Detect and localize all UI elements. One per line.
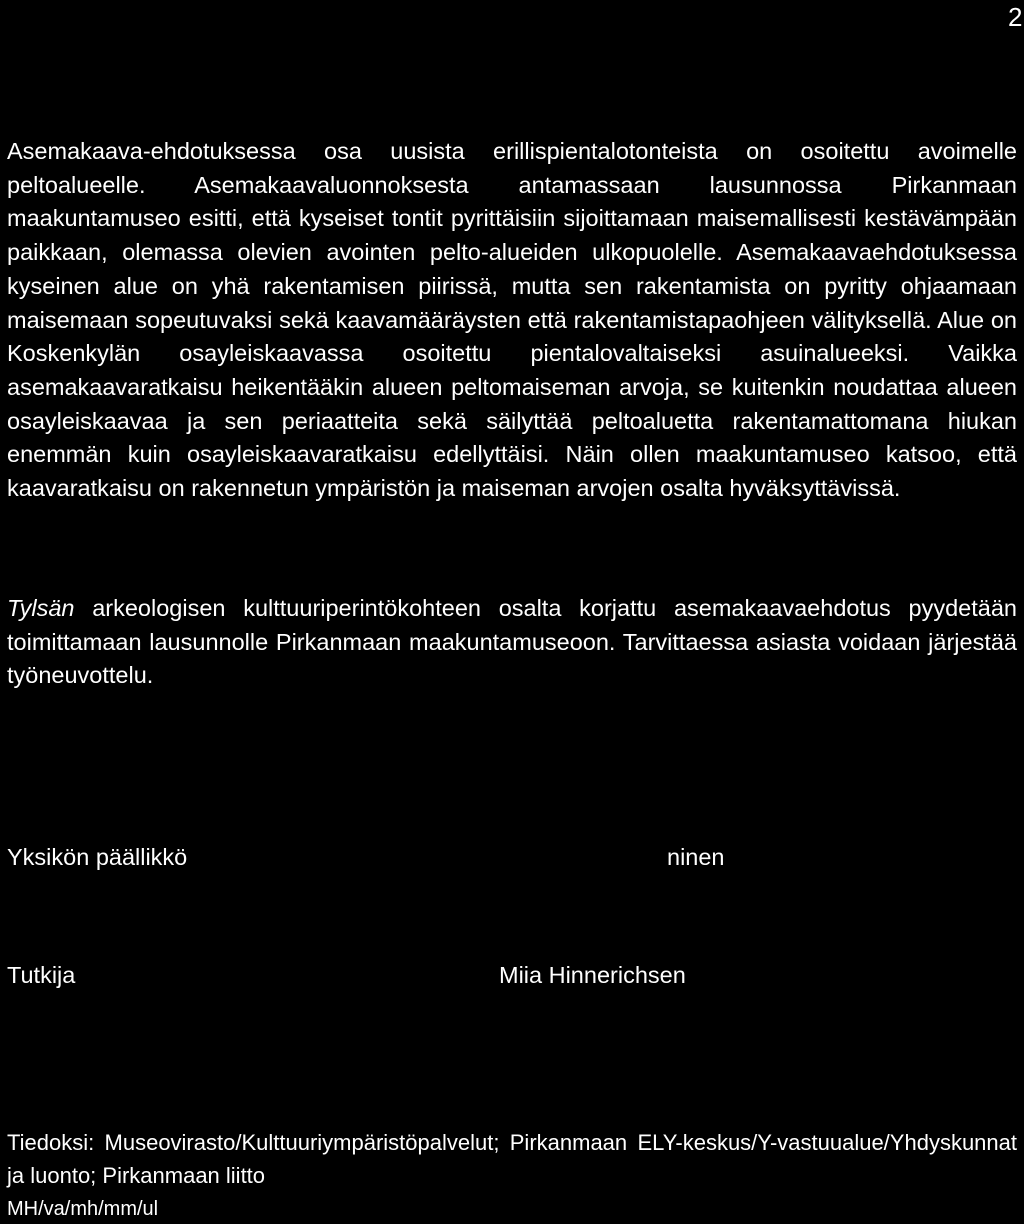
paragraph-museum-statement: Asemakaava-ehdotuksessa osa uusista erillispientalotonteista on osoitettu avoimelle peltoalueelle. Asemakaavaluonnoksesta antamassaan lausunnossa Pirkanmaan maakuntamuseo esitti, että kyseiset tontit pyrittäisiin sijoittamaan maisemallisesti kestävämpään paikkaan, olemassa olevien avointen pelto-alueiden ulkopuolelle. Asemakaavaehdotuksessa kyseinen alue on yhä rakentamisen piirissä, mutta sen rakentamista on pyritty ohjaamaan maisemaan sopeutuvaksi sekä kaavamääräysten että rakentamistapaohjeen välityksellä. Alue on Koskenkylän osayleiskaavassa osoitettu pientalovaltaiseksi asuinalueeksi. Vaikka asemakaavaratkaisu heikentääkin alueen peltomaiseman arvoja, se kuitenkin noudattaa alueen osayleiskaavaa ja sen periaatteita sekä säilyttää peltoaluetta rakentamattomana hiukan enemmän kuin osayleiskaavaratkaisu edellyttäisi. Näin ollen maakuntamuseo katsoo, että kaavaratkaisu on rakennetun ympäristön ja maiseman arvojen osalta hyväksyttävissä. — [7, 138, 1017, 502]
paragraph-request — [7, 592, 1017, 693]
distribution-list: Tiedoksi: Museovirasto/Kulttuuriympäristöpalvelut; Pirkanmaan ELY-keskus/Y-vastuualue/Yhdyskunnat ja luonto; Pirkanmaan liitto — [7, 1130, 1017, 1188]
italic-site-name: Tylsän — [7, 595, 75, 621]
signature-title-researcher: Tutkija — [7, 962, 76, 988]
signature-title-unit-head: Yksikön päällikkö — [7, 844, 188, 870]
paragraph-request-text: arkeologisen kulttuuriperintökohteen osalta korjattu asemakaavaehdotus pyydetään toimittamaan lausunnolle Pirkanmaan maakuntamuseoon. Tarvittaessa asiasta voidaan järjestää työneuvottelu. — [7, 595, 1017, 689]
signature-name-researcher: Miia Hinnerichsen — [499, 962, 686, 988]
page-number: 2 — [1008, 2, 1023, 32]
reference-code: MH/va/mh/mm/ul — [7, 1198, 159, 1220]
signature-name-unit-head: ninen — [667, 844, 725, 870]
